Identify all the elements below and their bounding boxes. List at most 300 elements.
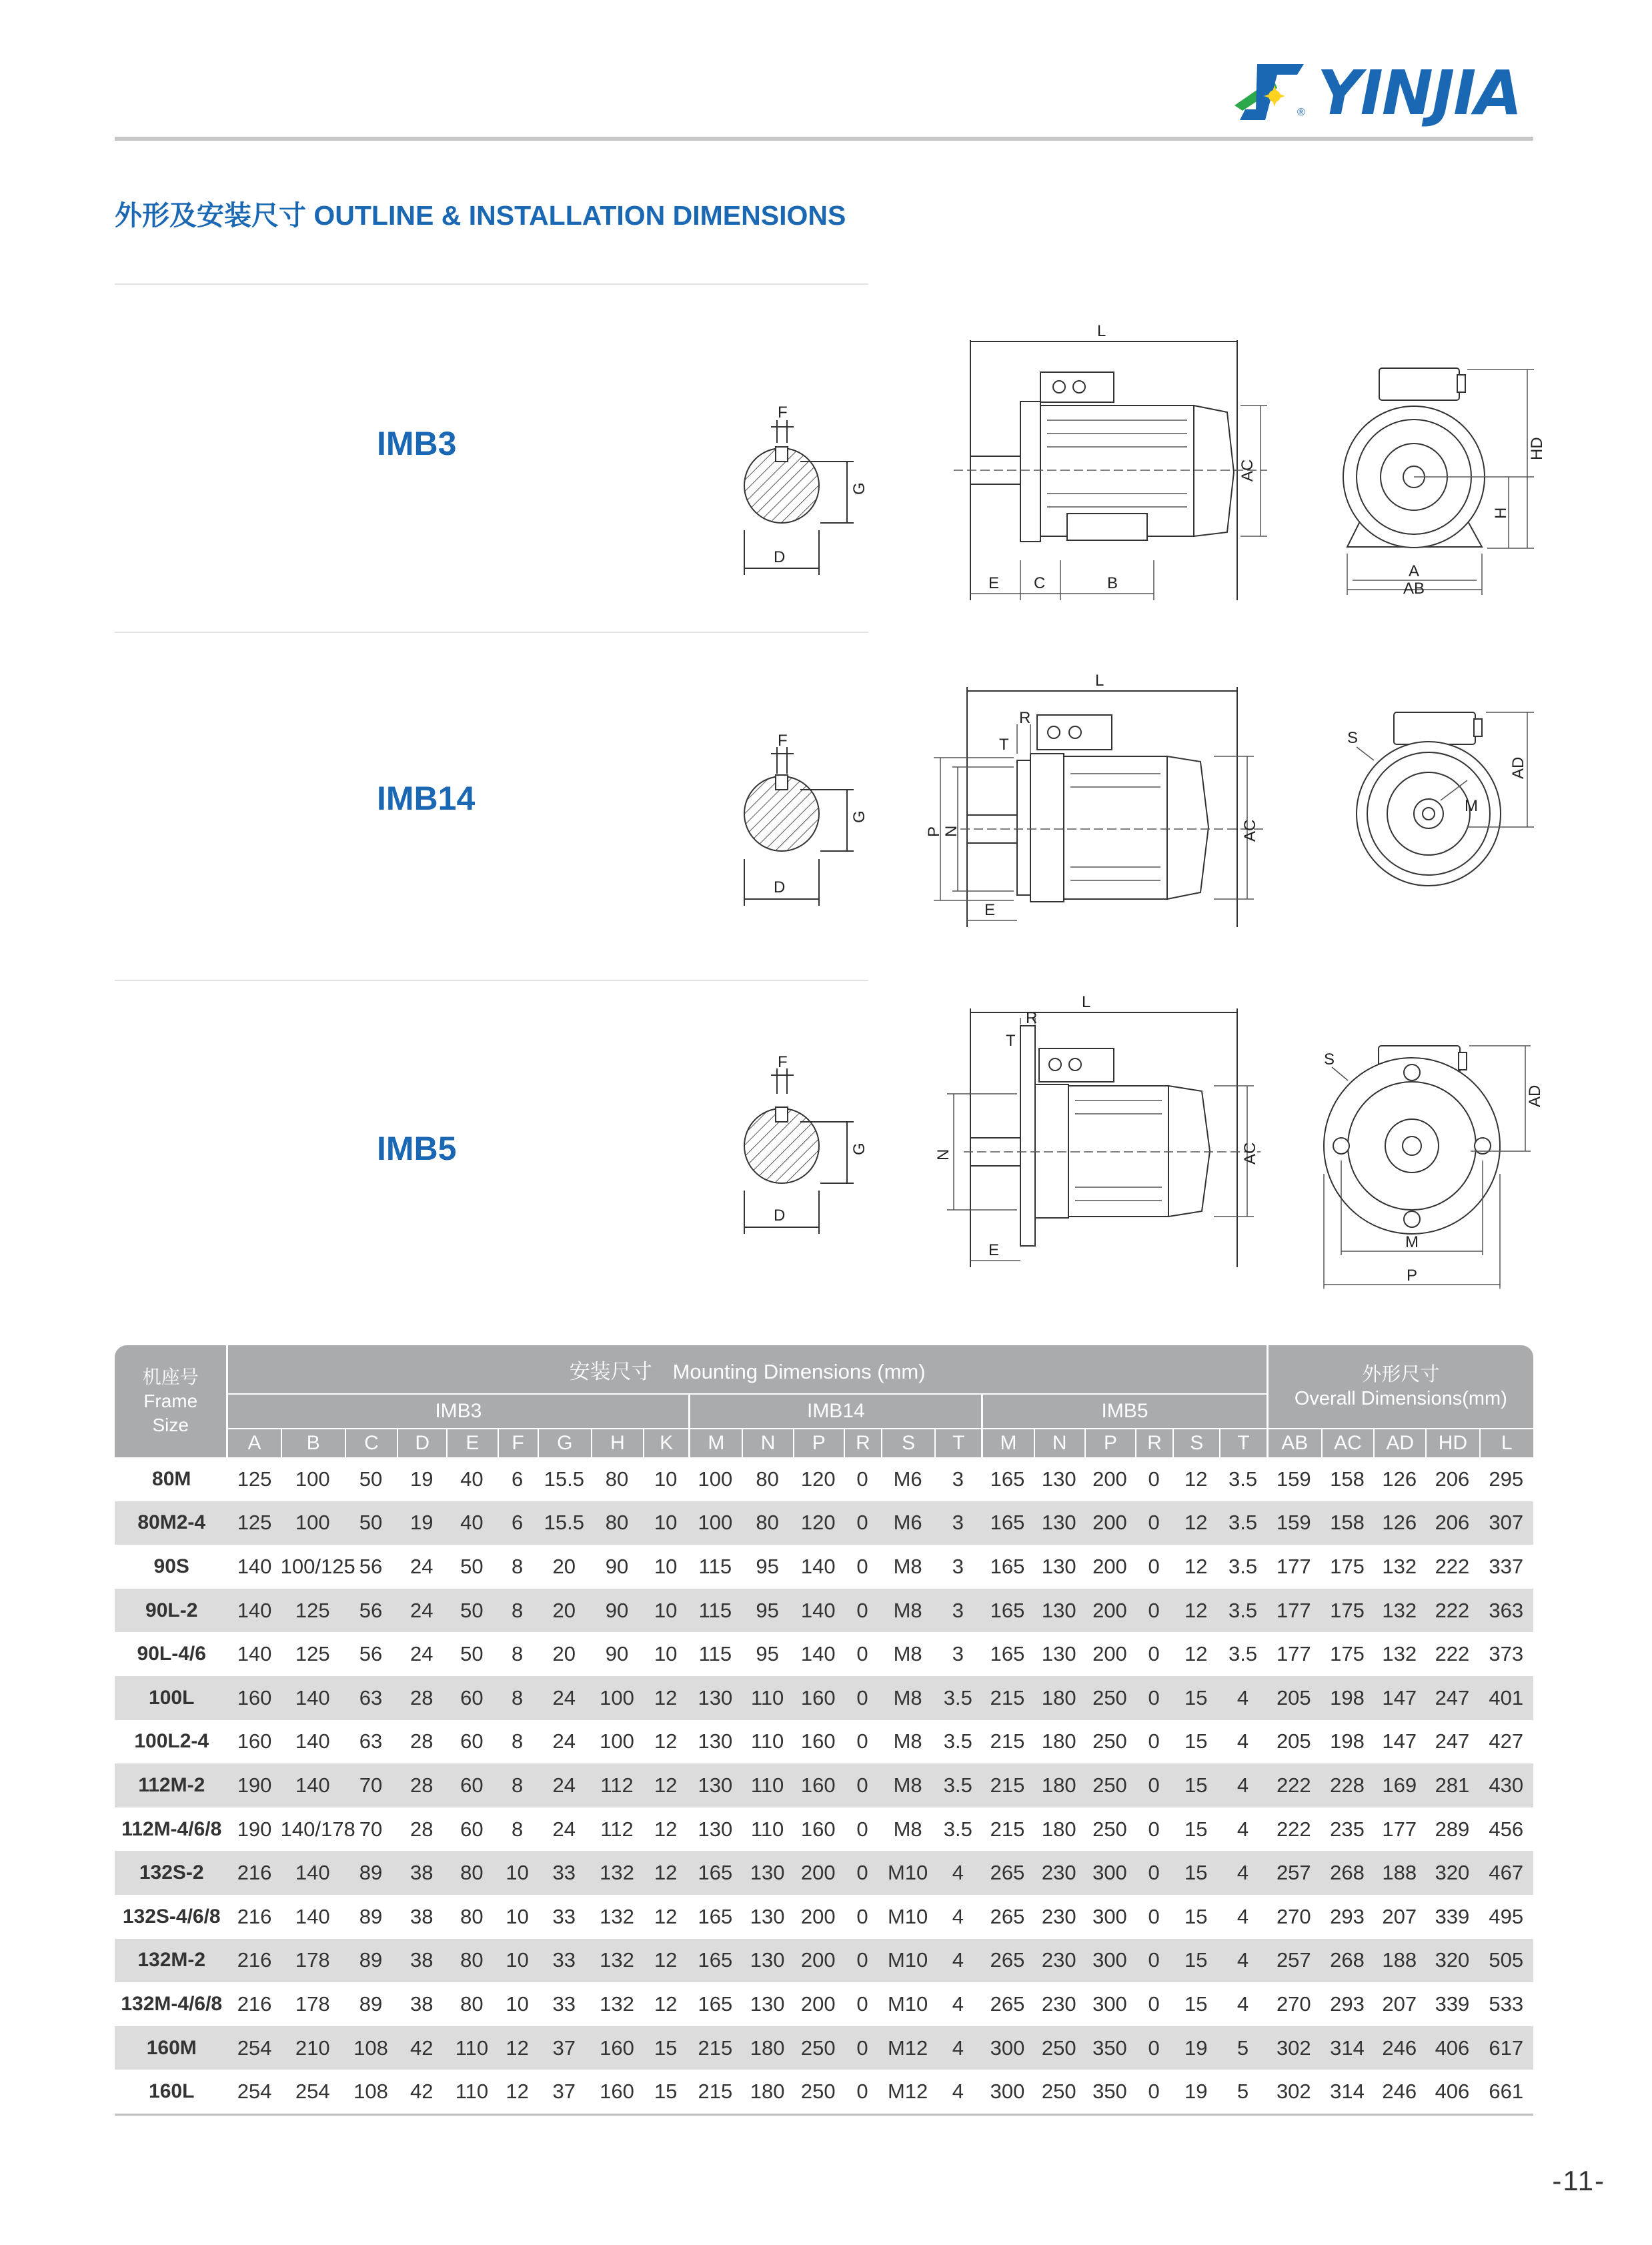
table-cell: 15 [1184, 1904, 1208, 1928]
table-cell: 339 [1435, 1992, 1470, 2016]
table-cell: 89 [345, 1851, 397, 1895]
table-cell: 200 [1084, 1501, 1135, 1545]
table-cell: 80 [460, 1904, 484, 1928]
section-title: 外形及安装尺寸 OUTLINE & INSTALLATION DIMENSIONS [115, 200, 846, 231]
table-row [115, 1457, 1533, 1501]
table-row [115, 1895, 1533, 1939]
table-cell: 215 [990, 1729, 1025, 1753]
table-cell: 177 [1382, 1817, 1417, 1841]
table-cell: 0 [1135, 1763, 1172, 1807]
dim-g-label: G [850, 1143, 868, 1155]
table-cell: 165 [981, 1501, 1033, 1545]
table-cell: 115 [688, 1589, 742, 1633]
column-header: M [981, 1429, 1033, 1457]
dim-f-label: F [778, 1053, 788, 1071]
frame-size-cell: 112M-2 [115, 1763, 228, 1807]
table-cell: 12 [643, 1676, 688, 1720]
table-cell: 160 [800, 1729, 836, 1753]
table-cell: 254 [228, 2026, 280, 2070]
table-cell: 495 [1489, 1904, 1524, 1928]
table-cell: 222 [1425, 1589, 1479, 1633]
table-cell: 10 [643, 1501, 688, 1545]
table-cell: 60 [446, 1763, 497, 1807]
table-cell: 180 [1041, 1729, 1076, 1753]
table-row [115, 1545, 1533, 1589]
table-cell: 3 [952, 1467, 964, 1491]
column-header: S [881, 1429, 934, 1457]
table-cell: 200 [793, 1939, 844, 1983]
table-cell: 12 [1184, 1642, 1208, 1666]
column-header: S [1172, 1429, 1219, 1457]
table-cell: 80 [756, 1467, 779, 1491]
table-cell: 3 [952, 1554, 964, 1578]
table-cell: 0 [856, 1904, 868, 1928]
dim-n-label: N [942, 825, 960, 837]
table-cell: 42 [397, 2070, 446, 2116]
table-cell: 661 [1479, 2070, 1533, 2116]
table-cell: 6 [498, 1501, 538, 1545]
table-cell: 24 [397, 1589, 446, 1633]
table-cell: 4 [1219, 1676, 1266, 1720]
table-cell: 206 [1435, 1467, 1470, 1491]
table-cell: 200 [793, 1851, 844, 1895]
table-cell: 95 [756, 1642, 779, 1666]
table-cell: 60 [446, 1676, 497, 1720]
table-cell: 3.5 [934, 1676, 981, 1720]
table-cell: 24 [538, 1763, 591, 1807]
table-cell: M10 [887, 1904, 928, 1928]
table-cell: 230 [1034, 1851, 1084, 1895]
frame-size-header [115, 1345, 228, 1457]
group-header-imb3: IMB3 [228, 1395, 688, 1429]
table-cell: 15 [1172, 1851, 1219, 1895]
overall-header-cn: 外形尺寸 [1362, 1364, 1440, 1385]
table-cell: 158 [1321, 1501, 1373, 1545]
table-cell: 0 [856, 1729, 868, 1753]
table-cell: 300 [981, 2026, 1033, 2070]
table-cell: 0 [1148, 1817, 1160, 1841]
table-cell: 0 [1148, 1729, 1160, 1753]
table-cell: 246 [1373, 2070, 1425, 2116]
dim-r-label: R [1019, 709, 1031, 727]
table-cell: 456 [1489, 1817, 1524, 1841]
frame-size-cell: 132M-2 [115, 1939, 228, 1983]
table-cell: 300 [1084, 1851, 1135, 1895]
table-cell: 0 [856, 1554, 868, 1578]
table-cell: 265 [981, 1851, 1033, 1895]
table-cell: 190 [228, 1763, 280, 1807]
model-label-imb14: IMB14 [377, 780, 476, 817]
model-label-imb5: IMB5 [377, 1130, 457, 1167]
column-header: AD [1373, 1429, 1425, 1457]
table-cell: 80 [605, 1467, 629, 1491]
table-cell: 216 [228, 1851, 280, 1895]
table-cell: 33 [552, 1992, 576, 2016]
table-cell: 63 [345, 1676, 397, 1720]
table-cell: M10 [887, 1992, 928, 2016]
table-cell: M8 [881, 1589, 934, 1633]
table-cell: 108 [345, 2026, 397, 2070]
table-cell: 132 [591, 1939, 643, 1983]
table-cell: 165 [688, 1939, 742, 1983]
column-header: R [844, 1429, 881, 1457]
table-cell: 216 [237, 1992, 272, 2016]
table-cell: 222 [1435, 1554, 1470, 1578]
table-cell: 10 [506, 1992, 529, 2016]
table-cell: 5 [1219, 2070, 1266, 2116]
table-cell: 200 [1092, 1554, 1127, 1578]
table-cell: 12 [498, 2070, 538, 2116]
table-cell: 160 [237, 1729, 272, 1753]
table-cell: 80 [742, 1501, 792, 1545]
table-cell: 4 [934, 1939, 981, 1983]
table-cell: 178 [281, 1939, 345, 1983]
frame-size-cell: 132S-4/6/8 [122, 1905, 221, 1928]
block-divider [115, 980, 868, 981]
table-cell: 0 [844, 2070, 881, 2116]
table-cell: 180 [1034, 1763, 1084, 1807]
table-cell: 15 [1184, 1817, 1208, 1841]
table-cell: 63 [359, 1729, 383, 1753]
column-header: F [498, 1429, 538, 1457]
table-cell: 12 [654, 1729, 678, 1753]
table-cell: 300 [1092, 1992, 1127, 2016]
table-cell: M8 [893, 1554, 922, 1578]
table-cell: 175 [1330, 1554, 1365, 1578]
table-cell: 0 [844, 1763, 881, 1807]
table-cell: 165 [698, 1992, 733, 2016]
table-cell: 38 [397, 1851, 446, 1895]
table-cell: 15 [1184, 1729, 1208, 1753]
table-cell: 8 [511, 1817, 524, 1841]
table-cell: 0 [1148, 1554, 1160, 1578]
table-cell: 100 [600, 1729, 634, 1753]
table-cell: 250 [1034, 2026, 1084, 2070]
table-cell: 15 [643, 2026, 688, 2070]
table-cell: 56 [359, 1642, 383, 1666]
table-cell: 314 [1321, 2026, 1373, 2070]
table-cell: 12 [643, 1763, 688, 1807]
table-cell: 3 [952, 1642, 964, 1666]
table-cell: 100 [591, 1676, 643, 1720]
table-cell: 230 [1034, 1939, 1084, 1983]
table-cell: 140 [800, 1642, 836, 1666]
table-cell: 230 [1041, 1904, 1076, 1928]
table-cell: 50 [345, 1501, 397, 1545]
table-cell: M12 [881, 2026, 934, 2070]
table-cell: 207 [1382, 1992, 1417, 2016]
table-cell: 363 [1479, 1589, 1533, 1633]
dim-l-label: L [1095, 672, 1104, 690]
table-cell: 177 [1267, 1589, 1321, 1633]
dim-e-label: E [984, 901, 996, 919]
table-cell: 206 [1425, 1501, 1479, 1545]
column-header: C [345, 1429, 397, 1457]
table-cell: 373 [1489, 1642, 1524, 1666]
table-cell: 0 [844, 1589, 881, 1633]
table-cell: 270 [1276, 1904, 1311, 1928]
dim-n-label: N [934, 1149, 952, 1161]
table-cell: 130 [1041, 1467, 1076, 1491]
column-header: G [538, 1429, 591, 1457]
table-cell: 247 [1425, 1676, 1479, 1720]
table-cell: 175 [1321, 1589, 1373, 1633]
table-cell: 130 [742, 1851, 792, 1895]
table-cell: 159 [1276, 1467, 1311, 1491]
table-cell: M10 [881, 1939, 934, 1983]
column-header: N [742, 1429, 792, 1457]
table-cell: 265 [981, 1939, 1033, 1983]
dim-l-label: L [1097, 322, 1106, 340]
table-cell: 28 [409, 1729, 434, 1753]
table-cell: 38 [409, 1904, 434, 1928]
table-cell: 165 [990, 1554, 1025, 1578]
table-cell: 12 [654, 1992, 678, 2016]
dim-h-label: H [1492, 507, 1510, 519]
table-cell: 125 [237, 1467, 272, 1491]
shaft-section-diagram-imb5 [734, 1054, 867, 1241]
frame-size-cell: 80M2-4 [115, 1501, 228, 1545]
table-cell: 3.5 [934, 1763, 981, 1807]
table-cell: 126 [1382, 1467, 1417, 1491]
table-cell: 56 [359, 1554, 383, 1578]
table-cell: 130 [698, 1729, 733, 1753]
table-cell: 302 [1267, 2026, 1321, 2070]
table-cell: 112 [591, 1763, 643, 1807]
table-row [115, 1676, 1533, 1720]
table-cell: M6 [881, 1501, 934, 1545]
table-cell: 80 [460, 1992, 484, 2016]
table-cell: 0 [1135, 2070, 1172, 2116]
table-cell: 4 [1236, 1729, 1249, 1753]
block-divider [115, 632, 868, 633]
group-header-imb14: IMB14 [688, 1395, 981, 1429]
table-cell: 130 [1041, 1642, 1076, 1666]
table-cell: 247 [1435, 1729, 1470, 1753]
dim-l-label: L [1082, 993, 1091, 1011]
table-cell: 80 [446, 1939, 497, 1983]
table-row [115, 1632, 1533, 1676]
column-header: AC [1321, 1429, 1373, 1457]
table-cell: 8 [511, 1554, 524, 1578]
table-cell: 12 [654, 1904, 678, 1928]
table-cell: 0 [844, 1676, 881, 1720]
table-cell: 320 [1425, 1851, 1479, 1895]
frame-size-cell: 90L-2 [115, 1589, 228, 1633]
dim-d-label: D [774, 878, 786, 896]
table-cell: 40 [460, 1467, 484, 1491]
table-cell: 4 [1236, 1817, 1249, 1841]
frame-size-cell: 132S-2 [115, 1851, 228, 1895]
table-cell: 0 [856, 1642, 868, 1666]
frame-size-cell: 90S [153, 1555, 189, 1577]
table-cell: 126 [1373, 1501, 1425, 1545]
table-cell: 427 [1489, 1729, 1524, 1753]
table-cell: 160 [793, 1763, 844, 1807]
table-cell: 165 [688, 1851, 742, 1895]
shaft-section-diagram-imb3 [734, 400, 867, 587]
table-cell: 15 [1172, 1939, 1219, 1983]
table-cell: 140 [295, 1904, 330, 1928]
table-cell: 50 [359, 1467, 383, 1491]
table-cell: 140/178 [280, 1817, 355, 1841]
table-cell: 70 [359, 1817, 383, 1841]
table-cell: 130 [1034, 1589, 1084, 1633]
table-cell: 165 [990, 1467, 1025, 1491]
table-cell: 289 [1435, 1817, 1470, 1841]
table-cell: 147 [1382, 1729, 1417, 1753]
table-cell: M8 [893, 1642, 922, 1666]
table-cell: 4 [934, 1851, 981, 1895]
table-cell: 89 [345, 1939, 397, 1983]
table-cell: 140 [281, 1676, 345, 1720]
table-cell: 8 [498, 1763, 538, 1807]
table-cell: 205 [1276, 1729, 1311, 1753]
table-cell: 430 [1479, 1763, 1533, 1807]
dim-m-label: M [1405, 1233, 1419, 1251]
column-header: HD [1425, 1429, 1479, 1457]
table-cell: 110 [742, 1763, 792, 1807]
table-cell: 20 [538, 1589, 591, 1633]
table-cell: 95 [756, 1554, 779, 1578]
table-cell: 222 [1267, 1763, 1321, 1807]
table-cell: 350 [1084, 2070, 1135, 2116]
table-cell: 0 [856, 1467, 868, 1491]
table-cell: 160 [228, 1676, 280, 1720]
table-cell: 24 [552, 1817, 576, 1841]
dim-r-label: R [1026, 1009, 1038, 1027]
table-cell: 15 [1184, 1992, 1208, 2016]
table-cell: 37 [538, 2070, 591, 2116]
table-row [115, 1589, 1533, 1633]
dim-b-label: B [1107, 574, 1118, 592]
table-cell: 100 [688, 1501, 742, 1545]
table-cell: 33 [538, 1939, 591, 1983]
table-cell: 3.5 [1219, 1501, 1266, 1545]
column-header: M [688, 1429, 742, 1457]
table-cell: 250 [793, 2070, 844, 2116]
table-cell: 406 [1425, 2026, 1479, 2070]
table-cell: 10 [654, 1554, 678, 1578]
table-cell: 89 [359, 1992, 383, 2016]
table-cell: 0 [1148, 1642, 1160, 1666]
frame-size-cell: 132M-4/6/8 [121, 1992, 223, 2015]
table-cell: 207 [1382, 1904, 1417, 1928]
table-cell: 132 [600, 1992, 634, 2016]
table-cell: 401 [1479, 1676, 1533, 1720]
table-cell: 254 [228, 2070, 280, 2116]
table-cell: 6 [511, 1467, 524, 1491]
table-cell: 12 [643, 1939, 688, 1983]
table-cell: 130 [750, 1992, 785, 2016]
table-cell: 180 [742, 2070, 792, 2116]
table-cell: 15.5 [544, 1467, 584, 1491]
table-row [115, 1851, 1533, 1895]
table-row [115, 1807, 1533, 1851]
table-cell: 200 [800, 1904, 836, 1928]
table-cell: 132 [1382, 1554, 1417, 1578]
table-cell: 115 [698, 1642, 732, 1666]
registered-mark: ® [1297, 107, 1305, 118]
table-cell: 467 [1479, 1851, 1533, 1895]
table-cell: 130 [1034, 1501, 1084, 1545]
table-cell: 200 [1084, 1589, 1135, 1633]
end-view-diagram-imb14 [1334, 707, 1547, 907]
frame-size-cell: 100L2-4 [134, 1730, 209, 1753]
table-cell: 4 [1219, 1939, 1266, 1983]
table-cell: 140 [793, 1589, 844, 1633]
frame-size-cell: 90L-4/6 [137, 1643, 206, 1665]
table-cell: 100 [698, 1467, 733, 1491]
table-row [115, 1939, 1533, 1983]
table-cell: 160 [591, 2026, 643, 2070]
dim-e-label: E [988, 1241, 1000, 1259]
table-cell: 12 [654, 1817, 678, 1841]
dim-c-label: C [1034, 574, 1046, 592]
group-header-imb5: IMB5 [981, 1395, 1266, 1429]
table-cell: 140 [228, 1589, 280, 1633]
table-cell: 3.5 [1228, 1642, 1258, 1666]
dim-f-label: F [778, 404, 788, 422]
table-cell: 302 [1267, 2070, 1321, 2116]
dim-hd-label: HD [1528, 437, 1546, 460]
table-cell: M8 [893, 1729, 922, 1753]
table-cell: 257 [1267, 1939, 1321, 1983]
table-cell: 180 [1034, 1676, 1084, 1720]
table-cell: 100 [281, 1501, 345, 1545]
table-cell: 90 [591, 1589, 643, 1633]
table-cell: 130 [698, 1817, 733, 1841]
dim-t-label: T [999, 736, 1009, 754]
table-cell: M8 [881, 1763, 934, 1807]
table-cell: 24 [538, 1676, 591, 1720]
table-cell: 339 [1435, 1904, 1470, 1928]
table-cell: 4 [1219, 1763, 1266, 1807]
table-cell: 28 [409, 1817, 434, 1841]
table-cell: 112 [600, 1817, 634, 1841]
table-cell: 110 [750, 1817, 784, 1841]
table-cell: 110 [446, 2026, 497, 2070]
table-cell: 120 [793, 1501, 844, 1545]
table-cell: 0 [1135, 1589, 1172, 1633]
table-cell: 12 [1172, 1501, 1219, 1545]
table-cell: 125 [228, 1501, 280, 1545]
frame-size-cell: 80M [152, 1467, 191, 1490]
dim-a-label: A [1409, 562, 1420, 580]
table-cell: 0 [1148, 1904, 1160, 1928]
table-cell: 215 [688, 2070, 742, 2116]
table-cell: 70 [345, 1763, 397, 1807]
model-label-imb3: IMB3 [377, 425, 457, 462]
table-cell: 188 [1373, 1851, 1425, 1895]
table-cell: 177 [1276, 1554, 1311, 1578]
dim-d-label: D [774, 548, 786, 566]
table-cell: 0 [1148, 1467, 1160, 1491]
overall-header-en: Overall Dimensions(mm) [1294, 1388, 1507, 1409]
table-cell: 250 [1092, 1817, 1127, 1841]
table-cell: 246 [1373, 2026, 1425, 2070]
table-cell: 15.5 [538, 1501, 591, 1545]
table-cell: 140 [295, 1729, 330, 1753]
table-cell: 222 [1276, 1817, 1311, 1841]
table-cell: 10 [498, 1851, 538, 1895]
table-cell: 120 [800, 1467, 836, 1491]
table-cell: 268 [1321, 1851, 1373, 1895]
dim-p-label: P [925, 826, 943, 837]
table-cell: 3 [934, 1501, 981, 1545]
column-header: D [397, 1429, 446, 1457]
table-cell: 178 [295, 1992, 330, 2016]
